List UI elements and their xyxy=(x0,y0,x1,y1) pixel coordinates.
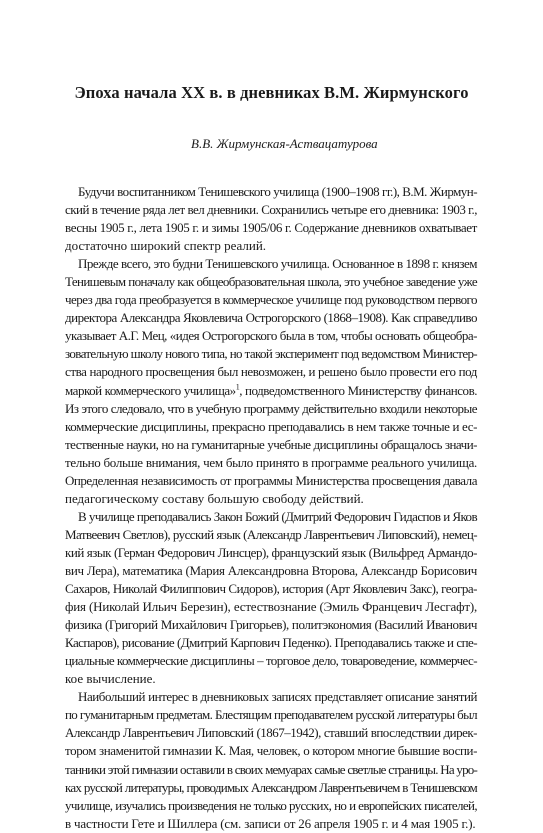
text-line: Александр Лаврентьевич Липовский (1867–1942), ставший впоследствии дирек- xyxy=(65,725,477,741)
text-line: Сахаров, Николай Филиппович Сидоров), история (Арт Яковлевич Закс), геогра- xyxy=(65,581,477,597)
text-line: Из этого следовало, что в учебную программу действительно входили некоторые xyxy=(65,400,477,416)
text-line: весны 1905 г., лета 1905 г. и зимы 1905/06 г. Содержание дневников охватывает xyxy=(65,220,477,236)
text-line: кий язык (Герман Федорович Линсцер), французский язык (Вильфред Армандо- xyxy=(65,544,477,560)
text-line: Матвеевич Светлов), русский язык (Александр Лаврентьевич Липовский), немец- xyxy=(65,526,477,542)
text-line: директора Александра Яковлевича Острогорского (1868–1908). Как справедливо xyxy=(65,310,477,326)
text-line-with-footnote xyxy=(65,382,477,400)
text-line: В училище преподавались Закон Божий (Дмитрий Федорович Гидаспов и Яков xyxy=(78,508,477,524)
text-line: ский в течение ряда лет вел дневники. Сохранились четыре его дневника: 1903 г., xyxy=(65,202,477,218)
text-line: тельно больше внимания, чем было принято в программе реального училища. xyxy=(65,454,477,470)
text-line: вич Лера), математика (Мария Александровна Второва, Александр Борисович xyxy=(65,562,477,578)
text-line: ства народного просвещения был невозможен, и решено было провести его под xyxy=(65,364,477,380)
text-line: физика (Григорий Михайлович Григорьев), политэкономия (Василий Иванович xyxy=(65,617,477,633)
text-line: через два года преобразуется в коммерческое училище под руководством первого xyxy=(65,292,477,308)
text-line: Тенишевым поначалу как общеобразовательная школа, это учебное заведение уже xyxy=(65,274,477,290)
footnote-reference[interactable]: 1 xyxy=(235,382,240,392)
text-line: достаточно широкий спектр реалий. xyxy=(65,238,267,254)
text-line: ках русской литературы, проводимых Александром Лаврентьевичем в Тенишевском xyxy=(65,779,477,795)
text-line: в частности Гете и Шиллера (см. записи от 26 апреля 1905 г. и 4 мая 1905 г.). xyxy=(65,815,476,831)
paragraph xyxy=(65,688,477,832)
text-line: кое вычисление. xyxy=(65,671,156,687)
text-line: коммерческие дисциплины, прекрасно преподавались в нем также точные и ес- xyxy=(65,418,477,434)
text-line: Определенная независимость от программы Министерства просвещения давала xyxy=(65,472,477,488)
text-line: зовательную школу нового типа, но такой эксперимент под ведомством Министер- xyxy=(65,346,477,362)
text-line: танники этой гимназии оставили в своих мемуарах самые светлые страницы. На уро- xyxy=(65,761,477,777)
text-line: фия (Николай Ильич Березин), естествознание (Эмиль Францевич Лесгафт), xyxy=(65,599,477,615)
text-line: указывает А.Г. Мец, «идея Острогорского была в том, чтобы основать общеобра- xyxy=(65,328,477,344)
text-segment: маркой коммерческого училища» xyxy=(65,382,236,398)
text-line: Будучи воспитанником Тенишевского училища (1900–1908 гг.), В.М. Жирмун- xyxy=(78,184,477,199)
text-line: тором знаменитой гимназии К. Мая, человек, о котором многие бывшие воспи- xyxy=(65,743,477,759)
paragraph xyxy=(65,508,477,688)
text-segment: , подведомственного Министерству финансов. xyxy=(239,382,478,398)
author-name: В.В. Жирмунская-Аствацатурова xyxy=(191,136,378,151)
text-line: Прежде всего, это будни Тенишевского училища. Основанное в 1898 г. князем xyxy=(78,256,477,272)
paragraph xyxy=(65,255,477,508)
text-line: педагогическому составу большую свободу действий. xyxy=(65,490,364,506)
article-body xyxy=(65,183,477,833)
text-line: по гуманитарным предметам. Блестящим преподавателем русской литературы был xyxy=(65,707,477,723)
article-title: Эпоха начала XX в. в дневниках В.М. Жирмунского xyxy=(74,83,469,102)
text-line: циальные коммерческие дисциплины – торговое дело, товароведение, коммерчес- xyxy=(65,653,477,669)
text-line: тественные науки, но на гуманитарные учебные дисциплины обращалось значи- xyxy=(65,436,477,452)
text-line: Наибольший интерес в дневниковых записях представляет описание занятий xyxy=(78,689,477,705)
text-line: училище, изучались произведения не только русских, но и европейских писателей, xyxy=(65,797,477,813)
text-line: Каспаров), рисование (Дмитрий Карпович Педенко). Преподавались также и спе- xyxy=(65,635,477,651)
paragraph xyxy=(65,183,477,255)
